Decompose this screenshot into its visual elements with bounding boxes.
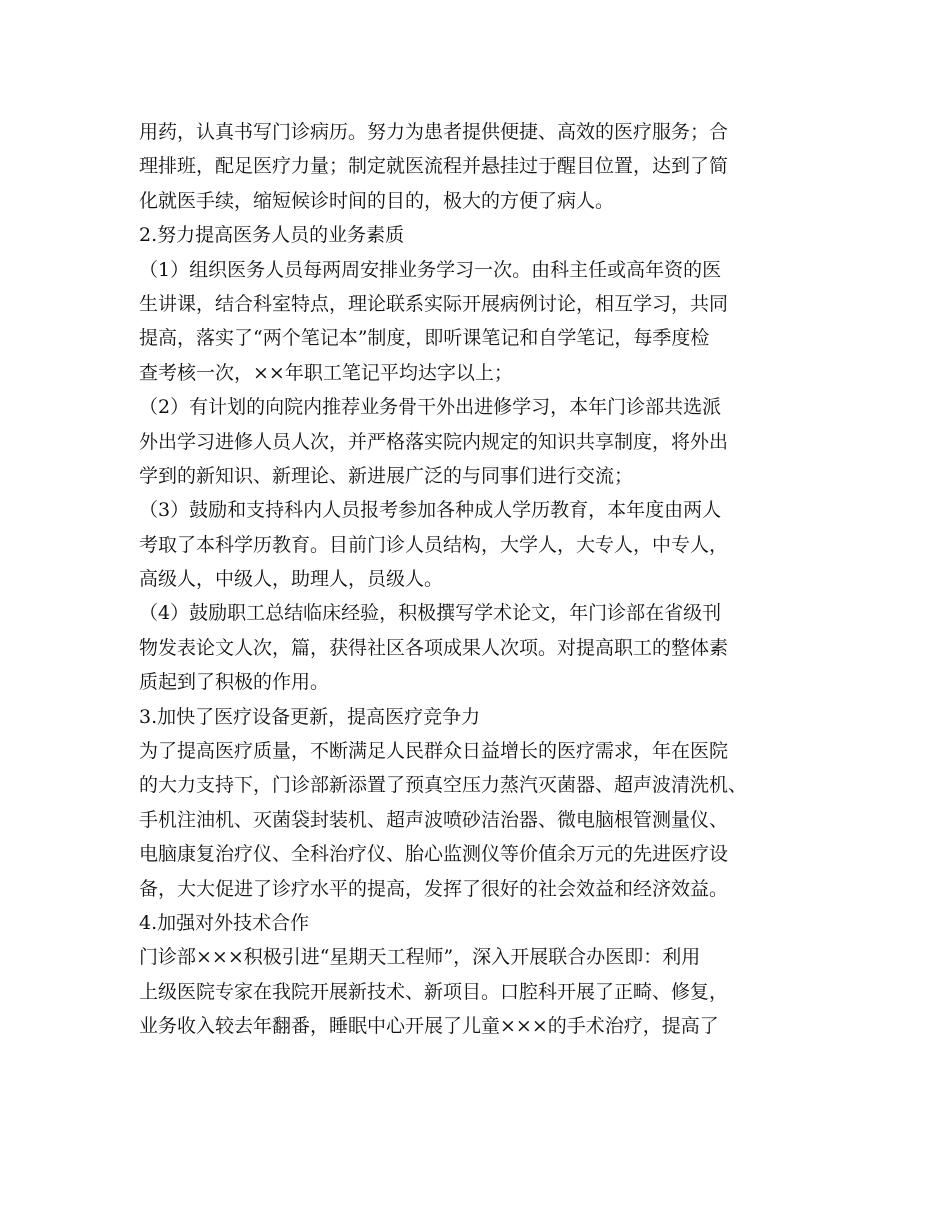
text-line: 外出学习进修人员人次，并严格落实院内规定的知识共享制度，将外出: [139, 430, 729, 453]
text-line: 质起到了积极的作用。: [139, 671, 330, 694]
text-line: 手机注油机、灭菌袋封装机、超声波喷砂洁治器、微电脑根管测量仪、: [139, 808, 729, 831]
section-heading: 4.加强对外技术合作: [139, 911, 310, 934]
section-heading: 2.努力提高医务人员的业务素质: [139, 224, 405, 247]
text-line: 为了提高医疗质量，不断满足人民群众日益增长的医疗需求，年在医院: [139, 740, 729, 763]
text-line: 考取了本科学历教育。目前门诊人员结构，大学人，大专人，中专人，: [139, 533, 729, 556]
text-line: 提高，落实了“两个笔记本”制度，即听课笔记和自学笔记，每季度检: [139, 327, 710, 350]
text-line: 备，大大促进了诊疗水平的提高，发挥了很好的社会效益和经济效益。: [139, 877, 729, 900]
text-line: 用药，认真书写门诊病历。努力为患者提供便捷、高效的医疗服务；合: [139, 121, 729, 143]
section-heading: 3.加快了医疗设备更新，提高医疗竞争力: [139, 705, 481, 728]
text-line: 学到的新知识、新理论、新进展广泛的与同事们进行交流；: [139, 464, 634, 487]
text-line: 的大力支持下，门诊部新添置了预真空压力蒸汽灭菌器、超声波清洗机、: [139, 774, 748, 797]
text-line: 高级人，中级人，助理人，员级人。: [139, 568, 444, 591]
text-line: 化就医手续，缩短候诊时间的目的，极大的方便了病人。: [139, 189, 615, 212]
text-line: 门诊部×××积极引进“星期天工程师”，深入开展联合办医即：利用: [139, 946, 701, 969]
text-line: 理排班，配足医疗力量；制定就医流程并悬挂过于醒目位置，达到了简: [139, 155, 729, 178]
text-line: 上级医院专家在我院开展新技术、新项目。口腔科开展了正畸、修复，: [139, 980, 729, 1003]
text-line: （3）鼓励和支持科内人员报考参加各种成人学历教育，本年度由两人: [139, 499, 722, 522]
text-line: 生讲课，结合科室特点，理论联系实际开展病例讨论，相互学习，共同: [139, 292, 729, 315]
document-body: [139, 115, 839, 1044]
text-line: （2）有计划的向院内推荐业务骨干外出进修学习，本年门诊部共选派: [139, 396, 722, 419]
text-line: 查考核一次，××年职工笔记平均达字以上；: [139, 361, 513, 384]
text-line: 物发表论文人次，篇，获得社区各项成果人次项。对提高职工的整体素: [139, 636, 729, 659]
text-line: （1）组织医务人员每两周安排业务学习一次。由科主任或高年资的医: [139, 258, 722, 281]
text-line: （4）鼓励职工总结临床经验，积极撰写学术论文，年门诊部在省级刊: [139, 602, 722, 625]
text-line: 业务收入较去年翻番，睡眠中心开展了儿童×××的手术治疗，提高了: [139, 1015, 719, 1038]
text-line: 电脑康复治疗仪、全科治疗仪、胎心监测仪等价值余万元的先进医疗设: [139, 843, 729, 866]
